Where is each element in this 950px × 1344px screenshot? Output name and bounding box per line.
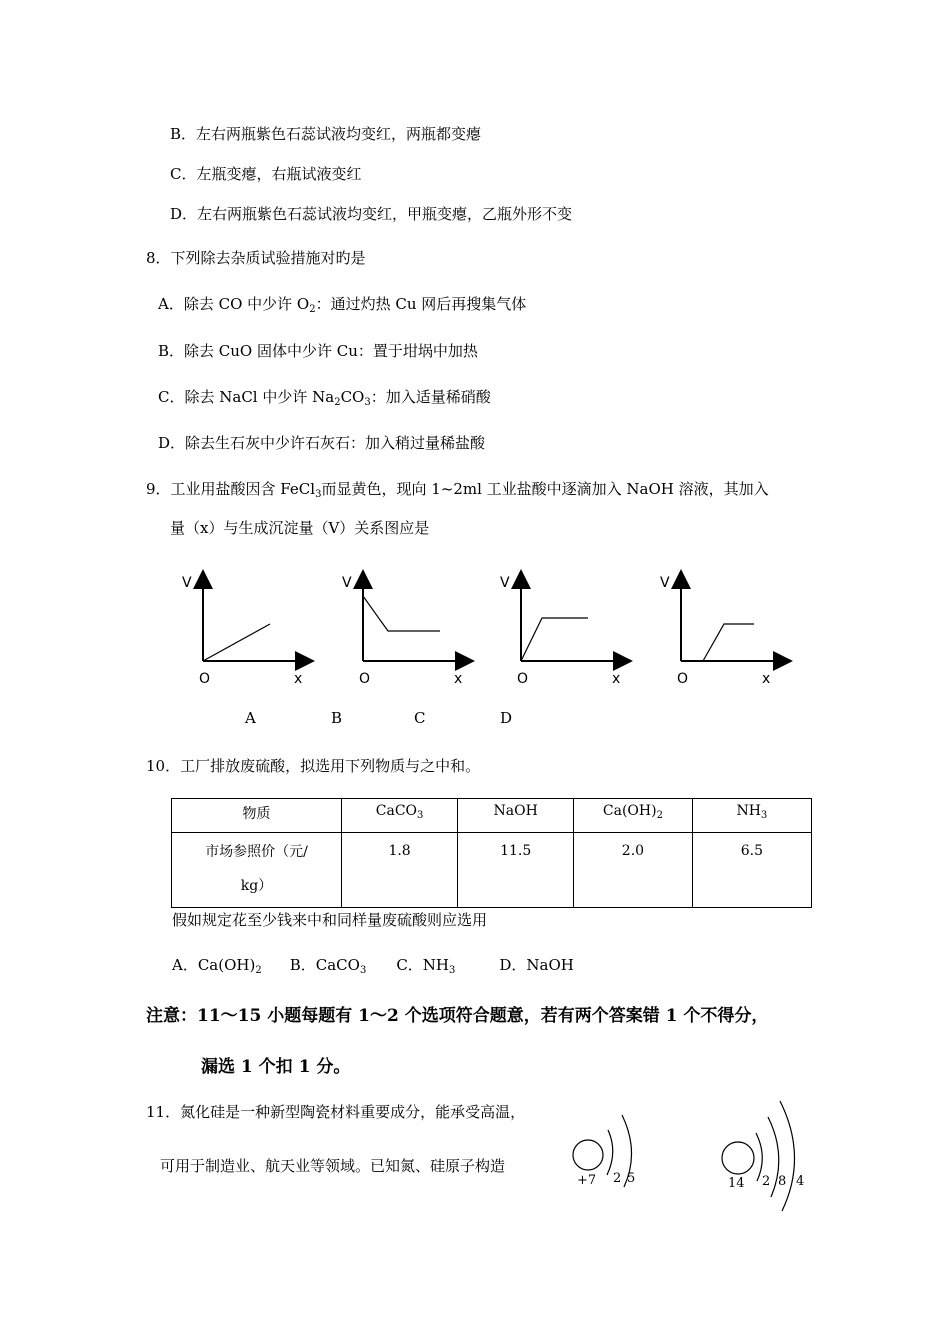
- caco3-text: CaCO: [375, 803, 418, 819]
- q10-a-text: A．Ca(OH): [172, 956, 256, 974]
- q10-question: 假如规定花至少钱来中和同样量废硫酸则应选用: [172, 911, 488, 929]
- silicon-atom: [722, 1101, 804, 1211]
- graph-b-xlabel: x: [454, 671, 463, 687]
- q8-c-sub1: 2: [334, 397, 341, 408]
- table-row: [172, 833, 812, 908]
- graph-d-curve: [703, 624, 754, 661]
- price-caoh2: 2.0: [574, 833, 693, 908]
- q8-a-sub: 2: [309, 304, 316, 315]
- price-nh3: 6.5: [692, 833, 811, 908]
- q9-graphs: [170, 565, 810, 695]
- q10-options: [172, 954, 574, 976]
- silicon-shell-1-count: 2: [762, 1174, 771, 1189]
- graph-d-origin: O: [677, 671, 689, 687]
- q9-stem-line2: 量（x）与生成沉淀量（V）关系图应是: [170, 519, 430, 537]
- q9-stem-pre: 9．工业用盐酸因含 FeCl: [146, 480, 316, 498]
- silicon-shell-3-count: 4: [796, 1174, 805, 1189]
- q8-c-mid: CO: [340, 388, 365, 406]
- graph-a-origin: O: [199, 671, 211, 687]
- graph-c: [500, 575, 623, 687]
- q7-option-d: D．左右两瓶紫色石蕊试液均变红，甲瓶变瘪，乙瓶外形不变: [170, 205, 573, 223]
- silicon-shell-2-count: 8: [778, 1174, 787, 1189]
- price-caco3: 1.8: [342, 833, 458, 908]
- table-header-substance: 物质: [172, 799, 342, 833]
- table-header-price: [172, 833, 342, 908]
- atom-diagrams: [560, 1095, 820, 1215]
- notice-line2: 漏选 1 个扣 1 分。: [201, 1057, 351, 1077]
- graph-b-ylabel: V: [342, 575, 352, 591]
- graph-b-curve: [363, 596, 440, 631]
- q9-stem: [146, 478, 769, 500]
- q9-stem-post: 而显黄色，现向 1~2ml 工业盐酸中逐滴加入 NaOH 溶液，其加入: [321, 480, 769, 498]
- nitrogen-shell-1: [607, 1130, 613, 1175]
- graph-a: [182, 575, 305, 687]
- q8-option-a: [158, 293, 526, 315]
- q10-a-sub: 2: [255, 965, 262, 976]
- q9-stem-sub: 3: [315, 489, 322, 500]
- graph-a-curve: [203, 624, 270, 661]
- q8-c-sub2: 3: [364, 397, 371, 408]
- silicon-nucleus-label: 14: [728, 1176, 745, 1191]
- q8-c-text-post: ：加入适量稀硝酸: [370, 388, 491, 406]
- q8-stem: 8．下列除去杂质试验措施对旳是: [146, 249, 366, 267]
- nh3-sub: 3: [760, 810, 768, 821]
- graph-c-xlabel: x: [612, 671, 621, 687]
- graph-a-xlabel: x: [294, 671, 303, 687]
- q10-c-text: C．NH: [396, 956, 449, 974]
- nitrogen-nucleus: [573, 1140, 603, 1170]
- q10-option-b: [290, 956, 367, 974]
- nitrogen-shell-1-count: 2: [613, 1171, 622, 1186]
- price-header-line1: 市场参照价（元/: [205, 844, 308, 860]
- q8-c-text: C．除去 NaCl 中少许 Na: [158, 388, 335, 406]
- q9-label-d: D: [500, 709, 513, 727]
- q9-label-c: C: [414, 709, 426, 727]
- graph-c-origin: O: [517, 671, 529, 687]
- q9-label-b: B: [331, 709, 343, 727]
- q9-label-a: A: [245, 709, 256, 727]
- q8-option-b: B．除去 CuO 固体中少许 Cu：置于坩埚中加热: [158, 342, 478, 360]
- silicon-shell-3: [780, 1101, 795, 1211]
- q7-option-b: B．左右两瓶紫色石蕊试液均变红，两瓶都变瘪: [170, 125, 482, 143]
- q10-option-d: D．NaOH: [499, 956, 574, 974]
- caoh2-sub: 2: [656, 810, 663, 821]
- graph-d: [660, 575, 783, 687]
- table-cell-caco3: [342, 799, 458, 833]
- q8-a-text: A．除去 CO 中少许 O: [158, 295, 310, 313]
- notice-line1: 注意：11～15 小题每题有 1～2 个选项符合题意，若有两个答案错 1 个不得分，: [146, 1006, 769, 1026]
- price-header-line2: kg）: [240, 878, 273, 894]
- q10-option-c: [396, 956, 455, 974]
- q8-option-d: D．除去生石灰中少许石灰石：加入稍过量稀盐酸: [158, 434, 486, 452]
- table-cell-nh3: [692, 799, 811, 833]
- graph-d-xlabel: x: [762, 671, 771, 687]
- nh3-text: NH: [736, 803, 761, 819]
- nitrogen-atom: [573, 1115, 635, 1188]
- naoh-text: NaOH: [493, 803, 538, 819]
- q8-option-c: [158, 386, 491, 408]
- graph-c-curve: [521, 618, 588, 661]
- caco3-sub: 3: [417, 810, 424, 821]
- q10-stem: 10．工厂排放废硫酸，拟选用下列物质与之中和。: [146, 757, 481, 775]
- graph-a-ylabel: V: [182, 575, 192, 591]
- price-naoh: 11.5: [458, 833, 574, 908]
- graph-b: [342, 575, 465, 687]
- graph-d-ylabel: V: [660, 575, 670, 591]
- q10-b-text: B．CaCO: [289, 956, 360, 974]
- q8-a-text-post: ：通过灼热 Cu 网后再搜集气体: [315, 295, 527, 313]
- table-cell-naoh: [458, 799, 574, 833]
- silicon-nucleus: [722, 1142, 754, 1174]
- table-row: [172, 799, 812, 833]
- q10-b-sub: 3: [359, 965, 367, 976]
- q7-option-c: C．左瓶变瘪，右瓶试液变红: [170, 165, 362, 183]
- nitrogen-shell-2-count: 5: [627, 1171, 636, 1186]
- graph-c-ylabel: V: [500, 575, 510, 591]
- caoh2-text: Ca(OH): [602, 803, 657, 819]
- q11-line2: 可用于制造业、航天业等领域。已知氮、硅原子构造: [160, 1157, 506, 1175]
- price-table: [171, 798, 812, 908]
- graph-b-origin: O: [359, 671, 371, 687]
- q10-option-a: [172, 956, 262, 974]
- nitrogen-nucleus-label: +7: [577, 1173, 597, 1188]
- table-cell-caoh2: [574, 799, 693, 833]
- q10-c-sub: 3: [449, 965, 456, 976]
- q11-line1: 11．氮化硅是一种新型陶瓷材料重要成分，能承受高温，: [146, 1103, 526, 1121]
